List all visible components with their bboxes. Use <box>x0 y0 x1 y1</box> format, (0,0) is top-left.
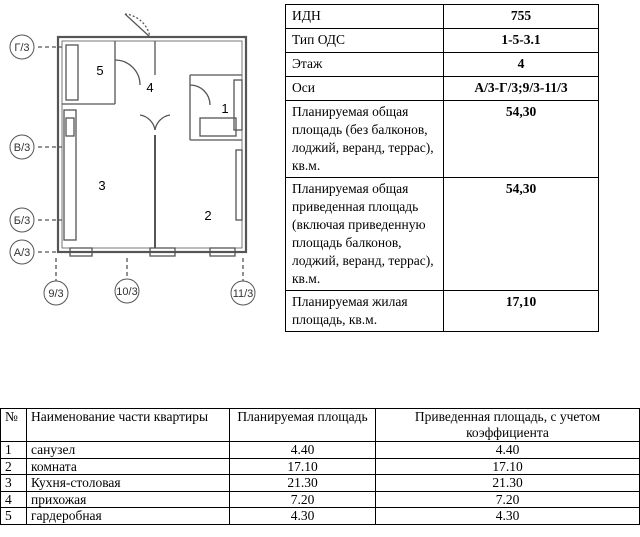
row-reduced-area: 4.40 <box>376 442 640 459</box>
row-num: 1 <box>1 442 27 459</box>
row-num: 5 <box>1 508 27 525</box>
apartment-info-table <box>285 4 599 332</box>
table-row <box>1 508 640 525</box>
row-reduced-area: 4.30 <box>376 508 640 525</box>
info-row <box>286 178 599 291</box>
rooms-table-header <box>1 409 640 442</box>
room-label-1: 1 <box>221 101 229 116</box>
floor-plan <box>0 0 285 310</box>
info-value: 17,10 <box>444 291 599 332</box>
info-row <box>286 5 599 29</box>
info-value: А/3-Г/3;9/3-11/3 <box>444 77 599 101</box>
info-label: Планируемая общая приведенная площадь (включая приведенную площадь балконов, лоджий, веранд, террас), кв.м. <box>286 178 444 291</box>
axis-label-a3: А/3 <box>13 247 31 259</box>
info-row <box>286 101 599 178</box>
info-label: Оси <box>286 77 444 101</box>
axis-label-11: 11/3 <box>232 288 254 300</box>
axis-label-9: 9/3 <box>48 288 64 300</box>
info-value: 4 <box>444 53 599 77</box>
room-label-2: 2 <box>204 208 212 223</box>
row-num: 4 <box>1 491 27 508</box>
info-label: Планируемая жилая площадь, кв.м. <box>286 291 444 332</box>
row-name: санузел <box>27 442 230 459</box>
info-label: Этаж <box>286 53 444 77</box>
row-num: 3 <box>1 475 27 492</box>
info-row <box>286 53 599 77</box>
axis-label-v3: В/3 <box>13 142 31 154</box>
row-reduced-area: 7.20 <box>376 491 640 508</box>
info-value: 54,30 <box>444 101 599 178</box>
header-area: Планируемая площадь <box>230 409 376 442</box>
table-row <box>1 491 640 508</box>
header-num: № <box>1 409 27 442</box>
axis-label-b3: Б/3 <box>13 215 31 227</box>
info-value: 1-5-3.1 <box>444 29 599 53</box>
table-row <box>1 442 640 459</box>
axis-label-g3: Г/3 <box>14 42 30 54</box>
rooms-table <box>0 408 640 525</box>
row-name: прихожая <box>27 491 230 508</box>
table-row <box>1 458 640 475</box>
info-label: ИДН <box>286 5 444 29</box>
row-name: комната <box>27 458 230 475</box>
room-label-4: 4 <box>146 80 154 95</box>
row-area: 21.30 <box>230 475 376 492</box>
axis-label-10: 10/3 <box>116 286 138 298</box>
info-value: 755 <box>444 5 599 29</box>
row-name: гардеробная <box>27 508 230 525</box>
row-name: Кухня-столовая <box>27 475 230 492</box>
row-num: 2 <box>1 458 27 475</box>
row-reduced-area: 17.10 <box>376 458 640 475</box>
row-area: 17.10 <box>230 458 376 475</box>
room-label-5: 5 <box>96 63 104 78</box>
header-name: Наименование части квартиры <box>27 409 230 442</box>
info-row <box>286 291 599 332</box>
info-label: Тип ОДС <box>286 29 444 53</box>
room-label-3: 3 <box>98 178 106 193</box>
row-reduced-area: 21.30 <box>376 475 640 492</box>
header-reduced-area: Приведенная площадь, с учетом коэффициента <box>376 409 640 442</box>
info-label: Планируемая общая площадь (без балконов, лоджий, веранд, террас), кв.м. <box>286 101 444 178</box>
info-value: 54,30 <box>444 178 599 291</box>
row-area: 4.30 <box>230 508 376 525</box>
outer-wall <box>58 37 246 252</box>
row-area: 7.20 <box>230 491 376 508</box>
table-row <box>1 475 640 492</box>
row-area: 4.40 <box>230 442 376 459</box>
info-row <box>286 77 599 101</box>
info-row <box>286 29 599 53</box>
